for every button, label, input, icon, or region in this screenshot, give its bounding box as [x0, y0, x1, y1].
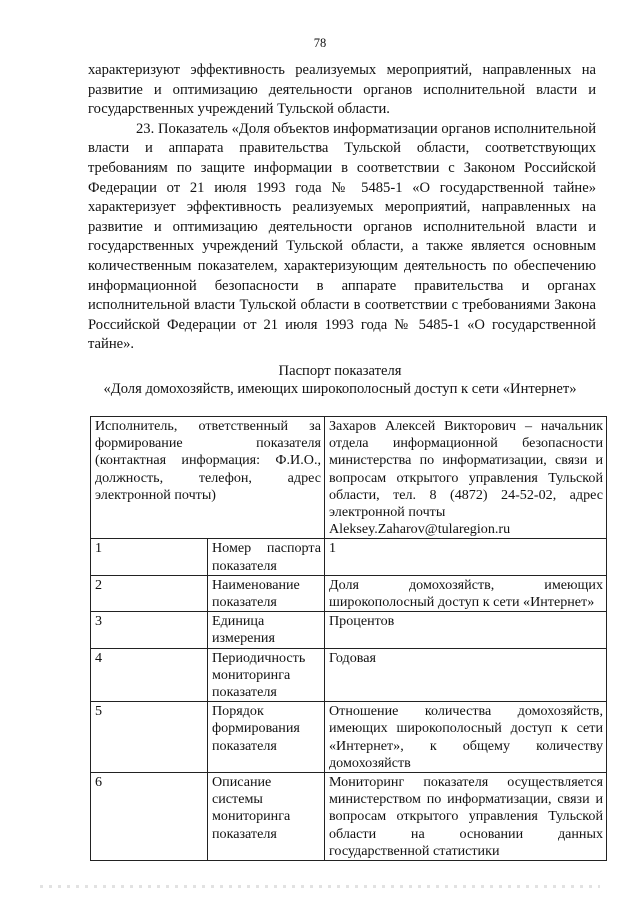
paragraph-continuation: характеризуют эффективность реализуемых мероприятий, направленных на развитие и оптимизацию деятельности органов исполнительной власти и государственных учреждений Тульской области. [88, 62, 596, 118]
row-number: 1 [91, 539, 208, 575]
row-label: Порядок формирования показателя [208, 702, 325, 773]
passport-title: Паспорт показателя [278, 363, 402, 379]
row-label: Единица измерения [208, 612, 325, 648]
table-row [91, 539, 607, 575]
responsible-label: Исполнитель, ответственный за формирование показателя (контактная информация: Ф.И.О., должность, телефон, адрес электронной почты) [91, 417, 325, 539]
table-row [91, 612, 607, 648]
table-row-responsible [91, 417, 607, 539]
row-number: 6 [91, 773, 208, 861]
passport-heading [40, 362, 640, 398]
paragraph-item-23: 23. Показатель «Доля объектов информатизации органов исполнительной власти и аппарата правительства Тульской области, соответствующих требованиям по защите информации в соответствии с Законом Российской Федерации от 21 июля 1993 года № 5485-1 «О государственной тайне» характеризует эффективность реализуемых мероприятий, направленных на развитие и оптимизацию деятельности органов исполнительной власти и государственных учреждений Тульской области, а также является основным количественным показателем, характеризующим деятельность по обеспечению информационной безопасности в аппарате правительства и органах исполнительной власти Тульской области в соответствии с требованиями Закона Российской Федерации от 21 июля 1993 года № 5485-1 «О государственной тайне». [88, 120, 596, 353]
table-row [91, 575, 607, 611]
table-row [91, 702, 607, 773]
table-row [91, 773, 607, 861]
row-value: Годовая [325, 648, 607, 702]
row-value: Отношение количества домохозяйств, имеющих широкополосный доступ к сети «Интернет», к общему количеству домохозяйств [325, 702, 607, 773]
row-label: Номер паспорта показателя [208, 539, 325, 575]
row-number: 5 [91, 702, 208, 773]
row-value: Процентов [325, 612, 607, 648]
row-number: 2 [91, 575, 208, 611]
row-value: 1 [325, 539, 607, 575]
responsible-email: Aleksey.Zaharov@tularegion.ru [329, 521, 511, 538]
row-label: Периодичность мониторинга показателя [208, 648, 325, 702]
row-number: 4 [91, 648, 208, 702]
row-label: Наименование показателя [208, 575, 325, 611]
body-text [88, 61, 596, 355]
passport-subtitle: «Доля домохозяйств, имеющих широкополосный доступ к сети «Интернет» [103, 381, 577, 397]
row-value: Доля домохозяйств, имеющих широкополосный доступ к сети «Интернет» [325, 575, 607, 611]
row-number: 3 [91, 612, 208, 648]
responsible-contact: Захаров Алексей Викторович – начальник отдела информационной безопасности министерства по информатизации, связи и вопросам открытого управления Тульской области, тел. 8 (4872) 24-52-02, адрес электронной почты [329, 418, 603, 521]
passport-table [90, 416, 607, 861]
table-row [91, 648, 607, 702]
responsible-value [325, 417, 607, 539]
page-number: 78 [313, 36, 327, 50]
row-value: Мониторинг показателя осуществляется министерством по информатизации, связи и вопросам открытого управления Тульской области на основании данных государственной статистики [325, 773, 607, 861]
row-label: Описание системы мониторинга показателя [208, 773, 325, 861]
scan-artifact [40, 885, 600, 888]
